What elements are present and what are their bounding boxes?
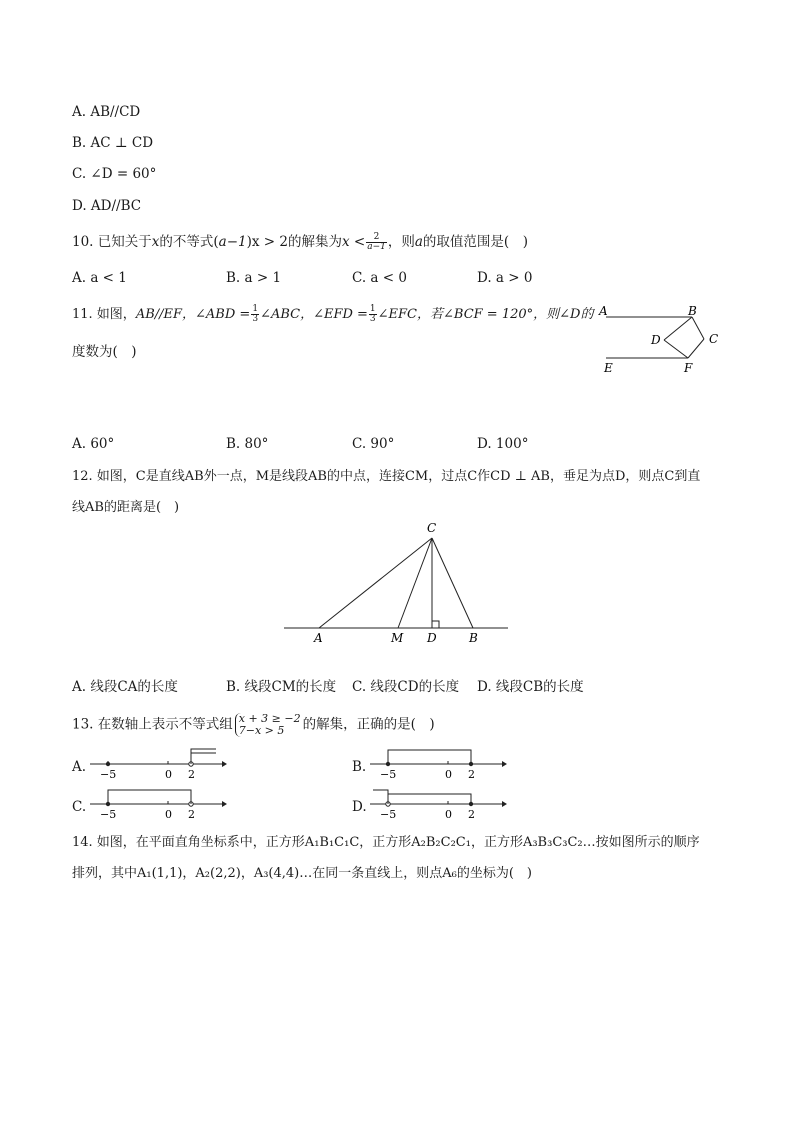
q10-text3: ，则 bbox=[387, 234, 415, 250]
q9-option-c[interactable]: C. ∠D = 60° bbox=[72, 166, 157, 182]
q13-question bbox=[72, 713, 435, 737]
q12-label-b: B bbox=[469, 631, 478, 645]
q10-option-b[interactable]: B. a > 1 bbox=[226, 270, 282, 286]
q13-option-b-label[interactable]: B. bbox=[352, 759, 367, 775]
q12-question-line1: 12. 如图，C是直线AB外一点，M是线段AB的中点，连接CM，过点C作CD ⊥ AB，垂足为点D，则点C到直 bbox=[72, 469, 701, 484]
q10-a-minus-1: a−1 bbox=[218, 234, 247, 250]
q13-b-tick-neg5: −5 bbox=[380, 768, 397, 781]
q13-option-b-numberline[interactable] bbox=[368, 744, 508, 782]
q11-label-c: C bbox=[709, 332, 719, 346]
q13-system bbox=[235, 713, 301, 737]
q13-a-tick-2: 2 bbox=[188, 768, 195, 781]
q11-part2: ∠ABC，∠EFD = bbox=[260, 307, 368, 322]
q13-option-a-numberline[interactable] bbox=[88, 744, 228, 782]
q10-text4: 的取值范围是( ) bbox=[422, 234, 528, 250]
q13-c-tick-0: 0 bbox=[165, 808, 172, 821]
q10-prefix: 10. 已知关于 bbox=[72, 234, 152, 250]
q11-question bbox=[72, 305, 593, 325]
q11-fraction-1: $\frac{1}{3}$ bbox=[252, 304, 259, 324]
q13-option-c-label[interactable]: C. bbox=[72, 799, 87, 815]
q10-fraction: $\frac{2}{a-1}$ bbox=[367, 232, 386, 252]
q10-var-a: a bbox=[414, 234, 423, 250]
q10-option-c[interactable]: C. a < 0 bbox=[352, 270, 407, 286]
q10-var-x: x bbox=[151, 234, 160, 250]
q13-c-tick-neg5: −5 bbox=[100, 808, 117, 821]
q13-a-tick-0: 0 bbox=[165, 768, 172, 781]
q9-option-b[interactable]: B. AC ⊥ CD bbox=[72, 135, 154, 151]
q11-option-d[interactable]: D. 100° bbox=[477, 436, 529, 452]
q11-label-b: B bbox=[688, 304, 697, 318]
q13-b-tick-0: 0 bbox=[445, 768, 452, 781]
q10-option-a[interactable]: A. a < 1 bbox=[72, 270, 127, 286]
q12-label-c: C bbox=[427, 521, 437, 535]
q12-option-d[interactable]: D. 线段CB的长度 bbox=[477, 679, 584, 695]
q10-option-d[interactable]: D. a > 0 bbox=[477, 270, 533, 286]
q13-option-d-label[interactable]: D. bbox=[352, 799, 367, 815]
q12-option-c[interactable]: C. 线段CD的长度 bbox=[352, 679, 460, 695]
q13-ineq1: x + 3 ≥ −2 bbox=[238, 712, 301, 725]
q11-question-line2: 度数为( ) bbox=[72, 344, 137, 360]
q12-question-line2: 线AB的距离是( ) bbox=[72, 500, 180, 515]
q13-b-tick-2: 2 bbox=[468, 768, 475, 781]
q13-d-tick-2: 2 bbox=[468, 808, 475, 821]
q11-option-a[interactable]: A. 60° bbox=[72, 436, 115, 452]
q12-option-b[interactable]: B. 线段CM的长度 bbox=[226, 679, 337, 695]
q11-part1: AB//EF，∠ABD = bbox=[135, 307, 251, 322]
q11-label-d: D bbox=[651, 333, 661, 347]
q11-prefix: 11. 如图， bbox=[72, 307, 136, 322]
q11-part3: ∠EFC，若∠BCF = 120°，则∠D的 bbox=[377, 307, 594, 322]
q11-figure bbox=[596, 302, 726, 376]
q13-c-tick-2: 2 bbox=[188, 808, 195, 821]
q11-fraction-2: $\frac{1}{3}$ bbox=[369, 304, 376, 324]
q13-option-c-numberline[interactable] bbox=[88, 784, 228, 822]
q12-label-a: A bbox=[314, 631, 323, 645]
q12-option-a[interactable]: A. 线段CA的长度 bbox=[72, 679, 178, 695]
q12-figure bbox=[280, 518, 512, 648]
q11-label-e: E bbox=[604, 361, 613, 375]
q13-option-d-numberline[interactable] bbox=[368, 784, 508, 822]
q12-label-d: D bbox=[427, 631, 437, 645]
q11-option-c[interactable]: C. 90° bbox=[352, 436, 395, 452]
q13-ineq2: 7−x > 5 bbox=[238, 724, 285, 737]
q14-question-line1: 14. 如图，在平面直角坐标系中，正方形A₁B₁C₁C，正方形A₂B₂C₂C₁，正方形A₃B₃C₃C₂…按如图所示的顺序 bbox=[72, 835, 700, 850]
q11-label-a: A bbox=[599, 304, 608, 318]
q11-option-b[interactable]: B. 80° bbox=[226, 436, 269, 452]
q10-question bbox=[72, 232, 528, 252]
q13-a-tick-neg5: −5 bbox=[100, 768, 117, 781]
q9-option-a[interactable]: A. AB//CD bbox=[72, 104, 141, 120]
q13-d-tick-neg5: −5 bbox=[380, 808, 397, 821]
q10-x-lt: x < bbox=[342, 234, 366, 250]
q13-suffix: 的解集，正确的是( ) bbox=[302, 716, 435, 733]
q13-prefix: 13. 在数轴上表示不等式组 bbox=[72, 716, 233, 733]
q13-d-tick-0: 0 bbox=[445, 808, 452, 821]
q10-text1: 的不等式( bbox=[159, 234, 219, 250]
q9-option-d[interactable]: D. AD//BC bbox=[72, 198, 142, 214]
q10-text2: )x > 2的解集为 bbox=[246, 234, 342, 250]
q13-option-a-label[interactable]: A. bbox=[72, 759, 87, 775]
q14-question-line2: 排列，其中A₁(1,1)，A₂(2,2)，A₃(4,4)…在同一条直线上，则点A₆的坐标为( ) bbox=[72, 866, 532, 881]
q11-label-f: F bbox=[684, 361, 693, 375]
q12-label-m: M bbox=[391, 631, 404, 645]
